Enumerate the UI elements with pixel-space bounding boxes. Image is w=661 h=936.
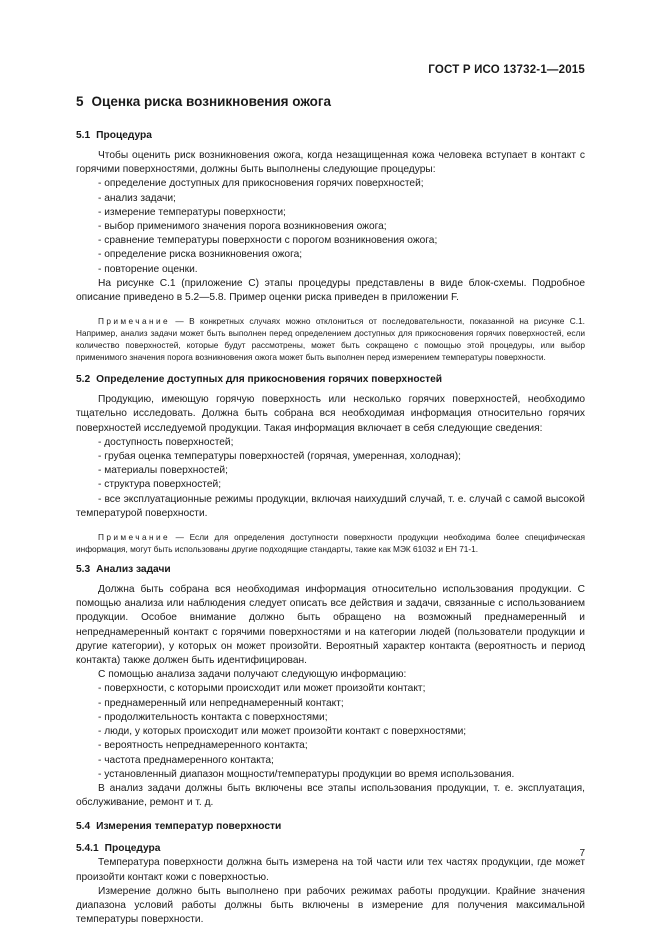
list-item: - анализ задачи; — [76, 192, 585, 206]
section-5-2-heading — [76, 373, 585, 387]
paragraph: Измерение должно быть выполнено при рабочих режимах работы продукции. Крайние значения диапазона условий работы должны быть включены в измерение для получения максимальной температуры поверхности. — [76, 885, 585, 926]
note-label: Примечание — [98, 316, 171, 327]
list-item: - определение риска возникновения ожога; — [76, 248, 585, 262]
section-5-heading — [76, 93, 585, 111]
note-text: — В конкретных случаях можно отклониться от последовательности, показанной на рисунке С.1. Например, анализ задачи может быть выполнен перед определением доступных для прикосновения горячих поверхностей, если количество поверхностей, которые будут рассмотрены, может быть сокращено с помощью этой процедуры, или выбор применимого значения порога возникновения ожога может быть выполнен перед измерением температуры поверхности. — [76, 316, 585, 363]
list-item: - повторение оценки. — [76, 263, 585, 277]
section-5-3-heading — [76, 563, 585, 577]
section-number: 5.2 — [76, 374, 91, 386]
paragraph: В анализ задачи должны быть включены все этапы использования продукции, т. е. эксплуатация, обслуживание, ремонт и т. д. — [76, 782, 585, 809]
section-number: 5.4.1 — [76, 843, 99, 855]
paragraph: На рисунке С.1 (приложение С) этапы процедуры представлены в виде блок-схемы. Подробное описание приведено в 5.2—5.8. Пример оценки риска приведен в приложении F. — [76, 277, 585, 304]
list-5-1 — [76, 177, 585, 276]
list-item: - измерение температуры поверхности; — [76, 206, 585, 220]
section-title: Процедура — [104, 843, 161, 855]
paragraph: С помощью анализа задачи получают следующую информацию: — [98, 669, 407, 681]
list-item: - поверхности, с которыми происходит или может произойти контакт; — [76, 682, 585, 696]
note-5-1 — [76, 315, 585, 363]
section-number: 5 — [76, 94, 84, 109]
list-item: - материалы поверхностей; — [76, 464, 585, 478]
section-title: Измерения температур поверхности — [96, 821, 282, 833]
paragraph: Температура поверхности должна быть измерена на той части или тех частях продукции, где может произойти контакт кожи с поверхностью. — [76, 857, 585, 883]
note-label: Примечание — [98, 532, 171, 543]
list-item: - определение доступных для прикосновения горячих поверхностей; — [76, 177, 585, 191]
page-content — [76, 93, 585, 927]
section-number: 5.1 — [76, 130, 91, 141]
section-number: 5.3 — [76, 564, 91, 576]
paragraph: Чтобы оценить риск возникновения ожога, когда незащищенная кожа человека вступает в контакт с горячими поверхностями, должны быть выполнены следующие процедуры: — [76, 150, 585, 176]
list-item: - установленный диапазон мощности/температуры продукции во время использования. — [76, 768, 585, 782]
list-5-2 — [76, 436, 585, 521]
list-item: - люди, у которых происходит или может произойти контакт с поверхностями; — [76, 725, 585, 739]
list-item: - грубая оценка температуры поверхностей (горячая, умеренная, холодная); — [76, 450, 585, 464]
paragraph: Продукцию, имеющую горячую поверхность или несколько горячих поверхностей, необходимо тщательно исследовать. Должна быть собрана вся необходимая информация относительно горячих поверхностей исследуемой продукции. Такая информация включает в себя следующие сведения: — [76, 394, 585, 434]
list-item: - выбор применимого значения порога возникновения ожога; — [76, 220, 585, 234]
note-text: — Если для определения доступности поверхности продукции необходима более специфическая информация, могут быть использованы другие подходящие стандарты, такие как МЭК 61032 и ЕН 71-1. — [76, 532, 585, 555]
list-item: - частота преднамеренного контакта; — [76, 754, 585, 768]
section-5-4-heading — [76, 820, 585, 834]
section-title: Процедура — [96, 130, 152, 141]
note-5-2 — [76, 531, 585, 555]
section-number: 5.4 — [76, 821, 91, 833]
section-5-1-heading — [76, 129, 585, 143]
list-item: - все эксплуатационные режимы продукции, включая наихудший случай, т. е. случай с самой высокой температурой поверхности. — [76, 493, 585, 521]
list-item: - вероятность непреднамеренного контакта; — [76, 739, 585, 753]
page-number: 7 — [579, 848, 585, 859]
list-item: - продолжительность контакта с поверхностями; — [76, 711, 585, 725]
list-item: - доступность поверхностей; — [76, 436, 585, 450]
section-5-4-1-heading — [76, 842, 585, 856]
list-5-3 — [76, 682, 585, 781]
list-item: - сравнение температуры поверхности с порогом возникновения ожога; — [76, 234, 585, 248]
document-header: ГОСТ Р ИСО 13732-1—2015 — [428, 64, 585, 76]
section-title: Определение доступных для прикосновения горячих поверхностей — [96, 374, 443, 386]
list-item: - преднамеренный или непреднамеренный контакт; — [76, 697, 585, 711]
list-item: - структура поверхностей; — [76, 478, 585, 492]
section-title: Оценка риска возникновения ожога — [91, 94, 331, 109]
paragraph: Должна быть собрана вся необходимая информация относительно использования продукции. С помощью анализа или наблюдения следует описать все действия и задачи, связанные с использованием продукции. Особое внимание должно быть обращено на возможный преднамеренный и непреднамеренный контакт с горячими поверхностями и на категории людей (пользователи продукции и другие категории), у которых он может произойти. Вероятный характер контакта (вероятность и период контакта) также должен быть идентифицирован. — [76, 584, 585, 667]
section-title: Анализ задачи — [96, 564, 171, 576]
